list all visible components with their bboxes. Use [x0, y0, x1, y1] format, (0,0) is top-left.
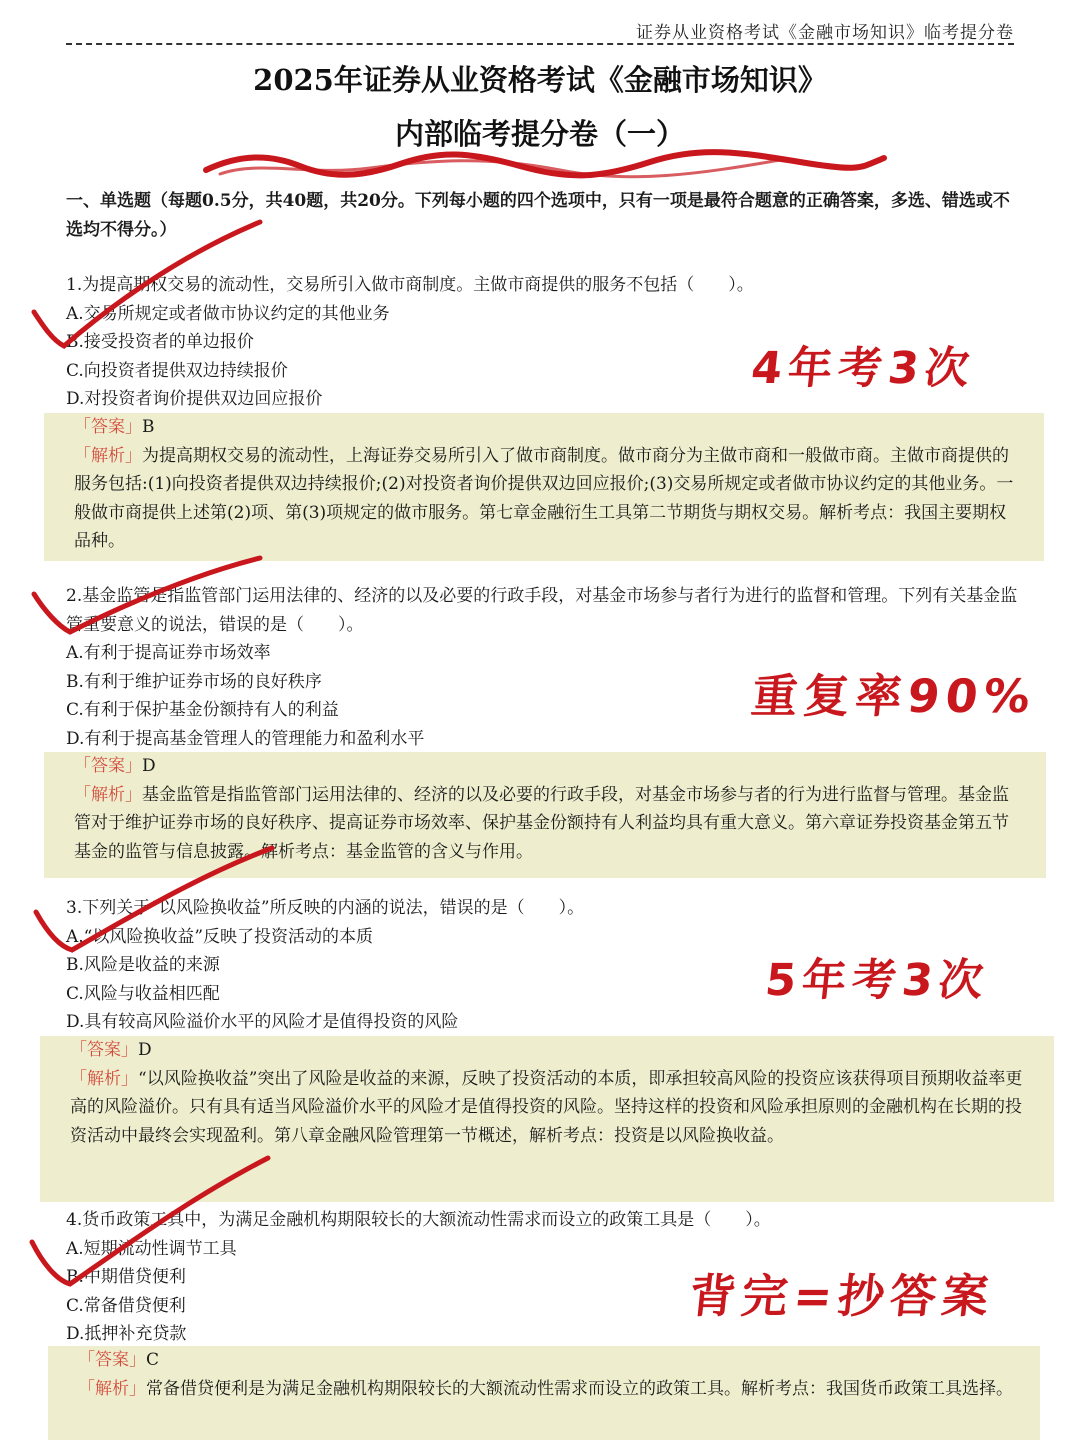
red-check-mark-icon [24, 1152, 274, 1292]
option-d: D.有利于提高基金管理人的管理能力和盈利水平 [66, 728, 425, 749]
option-b: B.接受投资者的单边报价 [66, 332, 254, 352]
analysis-body: “以风险换收益”突出了风险是收益的来源，反映了投资活动的本质，即承担较高风险的投资应该获得项目预期收益率更高的风险溢价。只有具有适当风险溢价水平的风险才是值得投资的风险。坚持这样的投资和风险承担原则的金融机构在长期的投资活动中最终会实现盈利。第八章金融风险管理第一节概述，解析考点：投资是以风险换收益。 [70, 1068, 1023, 1146]
handwritten-note: 5年考3次 [762, 955, 992, 1006]
section-intro: 一、单选题（每题0.5分，共40题，共20分。下列每小题的四个选项中，只有一项是最符合题意的正确答案，多选、错选或不选均不得分。） [66, 191, 1010, 240]
analysis-tag: 「解析」 [78, 1378, 146, 1399]
option-b: B.风险是收益的来源 [66, 955, 220, 975]
header-rule [66, 43, 1014, 45]
page-subtitle: 内部临考提分卷（一） [394, 117, 685, 151]
answer-value: D [138, 1040, 152, 1060]
option-b: B.有利于维护证券市场的良好秩序 [66, 671, 322, 692]
analysis-tag: 「解析」 [70, 1068, 138, 1089]
analysis-tag: 「解析」 [74, 445, 142, 466]
answer-line [78, 1346, 1018, 1375]
red-check-mark-icon [28, 842, 278, 962]
handwritten-note: 重复率90% [748, 669, 1039, 723]
option-c: C.风险与收益相匹配 [66, 983, 220, 1004]
analysis-body: 为提高期权交易的流动性，上海证券交易所引入了做市商制度。做市商分为主做市商和一般做市商。主做市商提供的服务包括:(1)向投资者提供双边持续报价;(2)对投资者询价提供双边回应报价;(3)交易所规定或者做市协议约定的其他业务。一般做市商提供上述第(2)项、第(3)项规定的做市服务。第七章金融衍生工具第二节期货与期权交易。解析考点：我国主要期权品种。 [74, 445, 1014, 551]
analysis-tag: 「解析」 [74, 784, 142, 805]
answer-line [74, 752, 1024, 781]
answer-line [74, 413, 1022, 442]
answer-tag: 「答案」 [78, 1350, 146, 1370]
option-a: A.有利于提高证券市场效率 [66, 643, 271, 663]
option-a: A.短期流动性调节工具 [66, 1238, 237, 1259]
question-stem: 3.下列关于“以风险换收益”所反映的内涵的说法，错误的是（ ）。 [66, 898, 585, 918]
option-d: D.对投资者询价提供双边回应报价 [66, 389, 323, 409]
option-d: D.具有较高风险溢价水平的风险才是值得投资的风险 [66, 1012, 459, 1032]
analysis-body: 常备借贷便利是为满足金融机构期限较长的大额流动性需求而设立的政策工具。解析考点：我国货币政策工具选择。 [146, 1378, 1013, 1399]
question-stem: 2.基金监管是指监管部门运用法律的、经济的以及必要的行政手段，对基金市场参与者行为进行的监督和管理。下列有关基金监管重要意义的说法，错误的是（ ）。 [66, 586, 1018, 635]
red-check-mark-icon [28, 216, 268, 356]
answer-value: D [142, 756, 156, 776]
analysis-body: 基金监管是指监管部门运用法律的、经济的以及必要的行政手段，对基金市场参与者的行为进行监督与管理。基金监管对于维护证券市场的良好秩序、提高证券市场效率、保护基金份额持有人利益均具有重大意义。第六章证券投资基金第五节基金的监管与信息披露。解析考点：基金监管的含义与作用。 [74, 784, 1009, 862]
answer-tag: 「答案」 [74, 756, 142, 776]
red-underline-scribble [200, 148, 890, 184]
option-c: C.有利于保护基金份额持有人的利益 [66, 700, 339, 720]
answer-tag: 「答案」 [74, 417, 142, 437]
red-check-mark-icon [28, 552, 268, 642]
answer-line [70, 1036, 1032, 1065]
option-a: A.“以风险换收益”反映了投资活动的本质 [66, 926, 374, 947]
handwritten-note: 背完=抄答案 [686, 1269, 998, 1323]
question-stem: 4.货币政策工具中，为满足金融机构期限较长的大额流动性需求而设立的政策工具是（ ）。 [66, 1210, 771, 1230]
option-c: C.向投资者提供双边持续报价 [66, 360, 288, 381]
handwritten-note: 4年考3次 [748, 343, 978, 394]
answer-value: C [146, 1350, 160, 1370]
page-title: 2025年证券从业资格考试《金融市场知识》 [253, 63, 827, 97]
option-a: A.交易所规定或者做市协议约定的其他业务 [66, 303, 390, 324]
answer-box-1 [44, 413, 1044, 561]
analysis-text [78, 1375, 1018, 1404]
option-b: B.中期借贷便利 [66, 1267, 186, 1287]
option-d: D.抵押补充贷款 [66, 1324, 187, 1344]
running-header: 证券从业资格考试《金融市场知识》临考提分卷 [636, 23, 1014, 43]
question-stem: 1.为提高期权交易的流动性，交易所引入做市商制度。主做市商提供的服务不包括（ ）。 [66, 275, 754, 295]
answer-value: B [142, 417, 155, 437]
answer-tag: 「答案」 [70, 1040, 138, 1060]
analysis-text [74, 442, 1022, 556]
analysis-text [70, 1065, 1032, 1151]
answer-box-4 [48, 1346, 1040, 1440]
option-c: C.常备借贷便利 [66, 1295, 186, 1316]
